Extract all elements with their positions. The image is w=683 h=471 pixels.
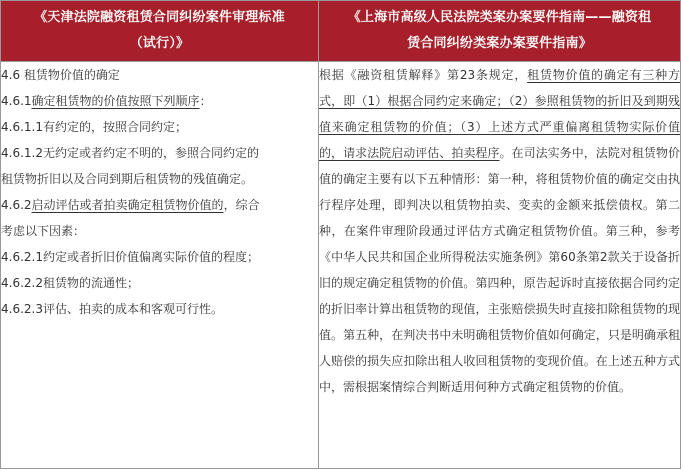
right-header-cell [319, 1, 681, 62]
right-practice-text: 。在司法实务中，法院对租赁物价值的确定主要有以下五种情形：第一种，将租赁物价值的确定交由执行程序处理，即判决以租赁物拍卖、变卖的金额来抵偿债权。第二种，在案件审理阶段通过评估方式确定租赁物价值。第三种，参考《中华人民共和国企业所得税法实施条例》第60条第2款关于设备折旧的规定确定租赁物的价值。第四种，原告起诉时直接依据合同约定的折旧率计算出租赁物的现值，主张赔偿损失时直接扣除租赁物的现值。第五种，在判决书中未明确租赁物价值如何确定，只是明确承租人赔偿的损失应扣除出租人收回租赁物的变现价值。在上述五种方式中，需根据案情综合判断适用何种方式确定租赁物的价值。 [319, 146, 680, 394]
left-line-4-6-2-1: 4.6.2.1约定或者折旧价值偏离实际价值的程度； [1, 250, 259, 264]
left-line-4-6-1-2-b: 租赁物折旧以及合同到期后租赁物的残值确定。 [1, 172, 254, 186]
left-body-cell [1, 62, 319, 469]
left-header-title-line2: （试行）》 [129, 36, 190, 51]
right-header-title-line2: 赁合同纠纷类案办案要件指南》 [407, 36, 592, 51]
left-line-4-6-1 [1, 88, 318, 114]
left-header-cell [1, 1, 319, 62]
header-row [1, 1, 681, 62]
left-line-4-6-2-underlined: 启动评估或者拍卖确定租赁物价值的 [31, 198, 224, 212]
left-line-4-6-2-3: 4.6.2.3评估、拍卖的成本和客观可行性。 [1, 302, 223, 316]
left-line-4-6-1-1: 4.6.1.1有约定的，按照合同约定； [1, 120, 187, 134]
left-line-4-6-1-number: 4.6.1 [1, 94, 32, 108]
left-line-4-6-2-cont: 考虑以下因素： [1, 224, 86, 238]
left-header-title-line1: 《天津法院融资租赁合同纠纷案件审理标准 [34, 10, 285, 25]
left-line-4-6-2-2: 4.6.2.2租赁物的流通性； [1, 276, 139, 290]
right-underlined-rule: 租赁物价值的确定有三种方式，即（1）根据合同约定来确定；（2）参照租赁物的折旧及到期残值来确定租赁物的价值；（3）上述方式严重偏离租赁物实际价值的，请求法院启动评估、拍卖程序 [319, 68, 680, 160]
left-line-4-6-1-suffix: ： [199, 94, 212, 108]
right-intro-text: 根据《融资租赁解释》第23条规定， [319, 68, 528, 82]
left-line-4-6-1-underlined: 确定租赁物的价值按照下列顺序 [31, 94, 200, 108]
body-row [1, 62, 681, 469]
right-header-title-line1: 《上海市高级人民法院类案办案要件指南——融资租 [347, 10, 652, 25]
right-body-cell [319, 62, 681, 469]
left-line-4-6-1-2-a: 4.6.1.2无约定或者约定不明的，参照合同约定的 [1, 146, 259, 160]
left-line-4-6: 4.6 租赁物价值的确定 [1, 68, 120, 82]
left-line-4-6-2 [1, 192, 318, 218]
left-line-4-6-2-number: 4.6.2 [1, 198, 32, 212]
left-line-4-6-2-suffix: ，综合 [223, 198, 260, 212]
